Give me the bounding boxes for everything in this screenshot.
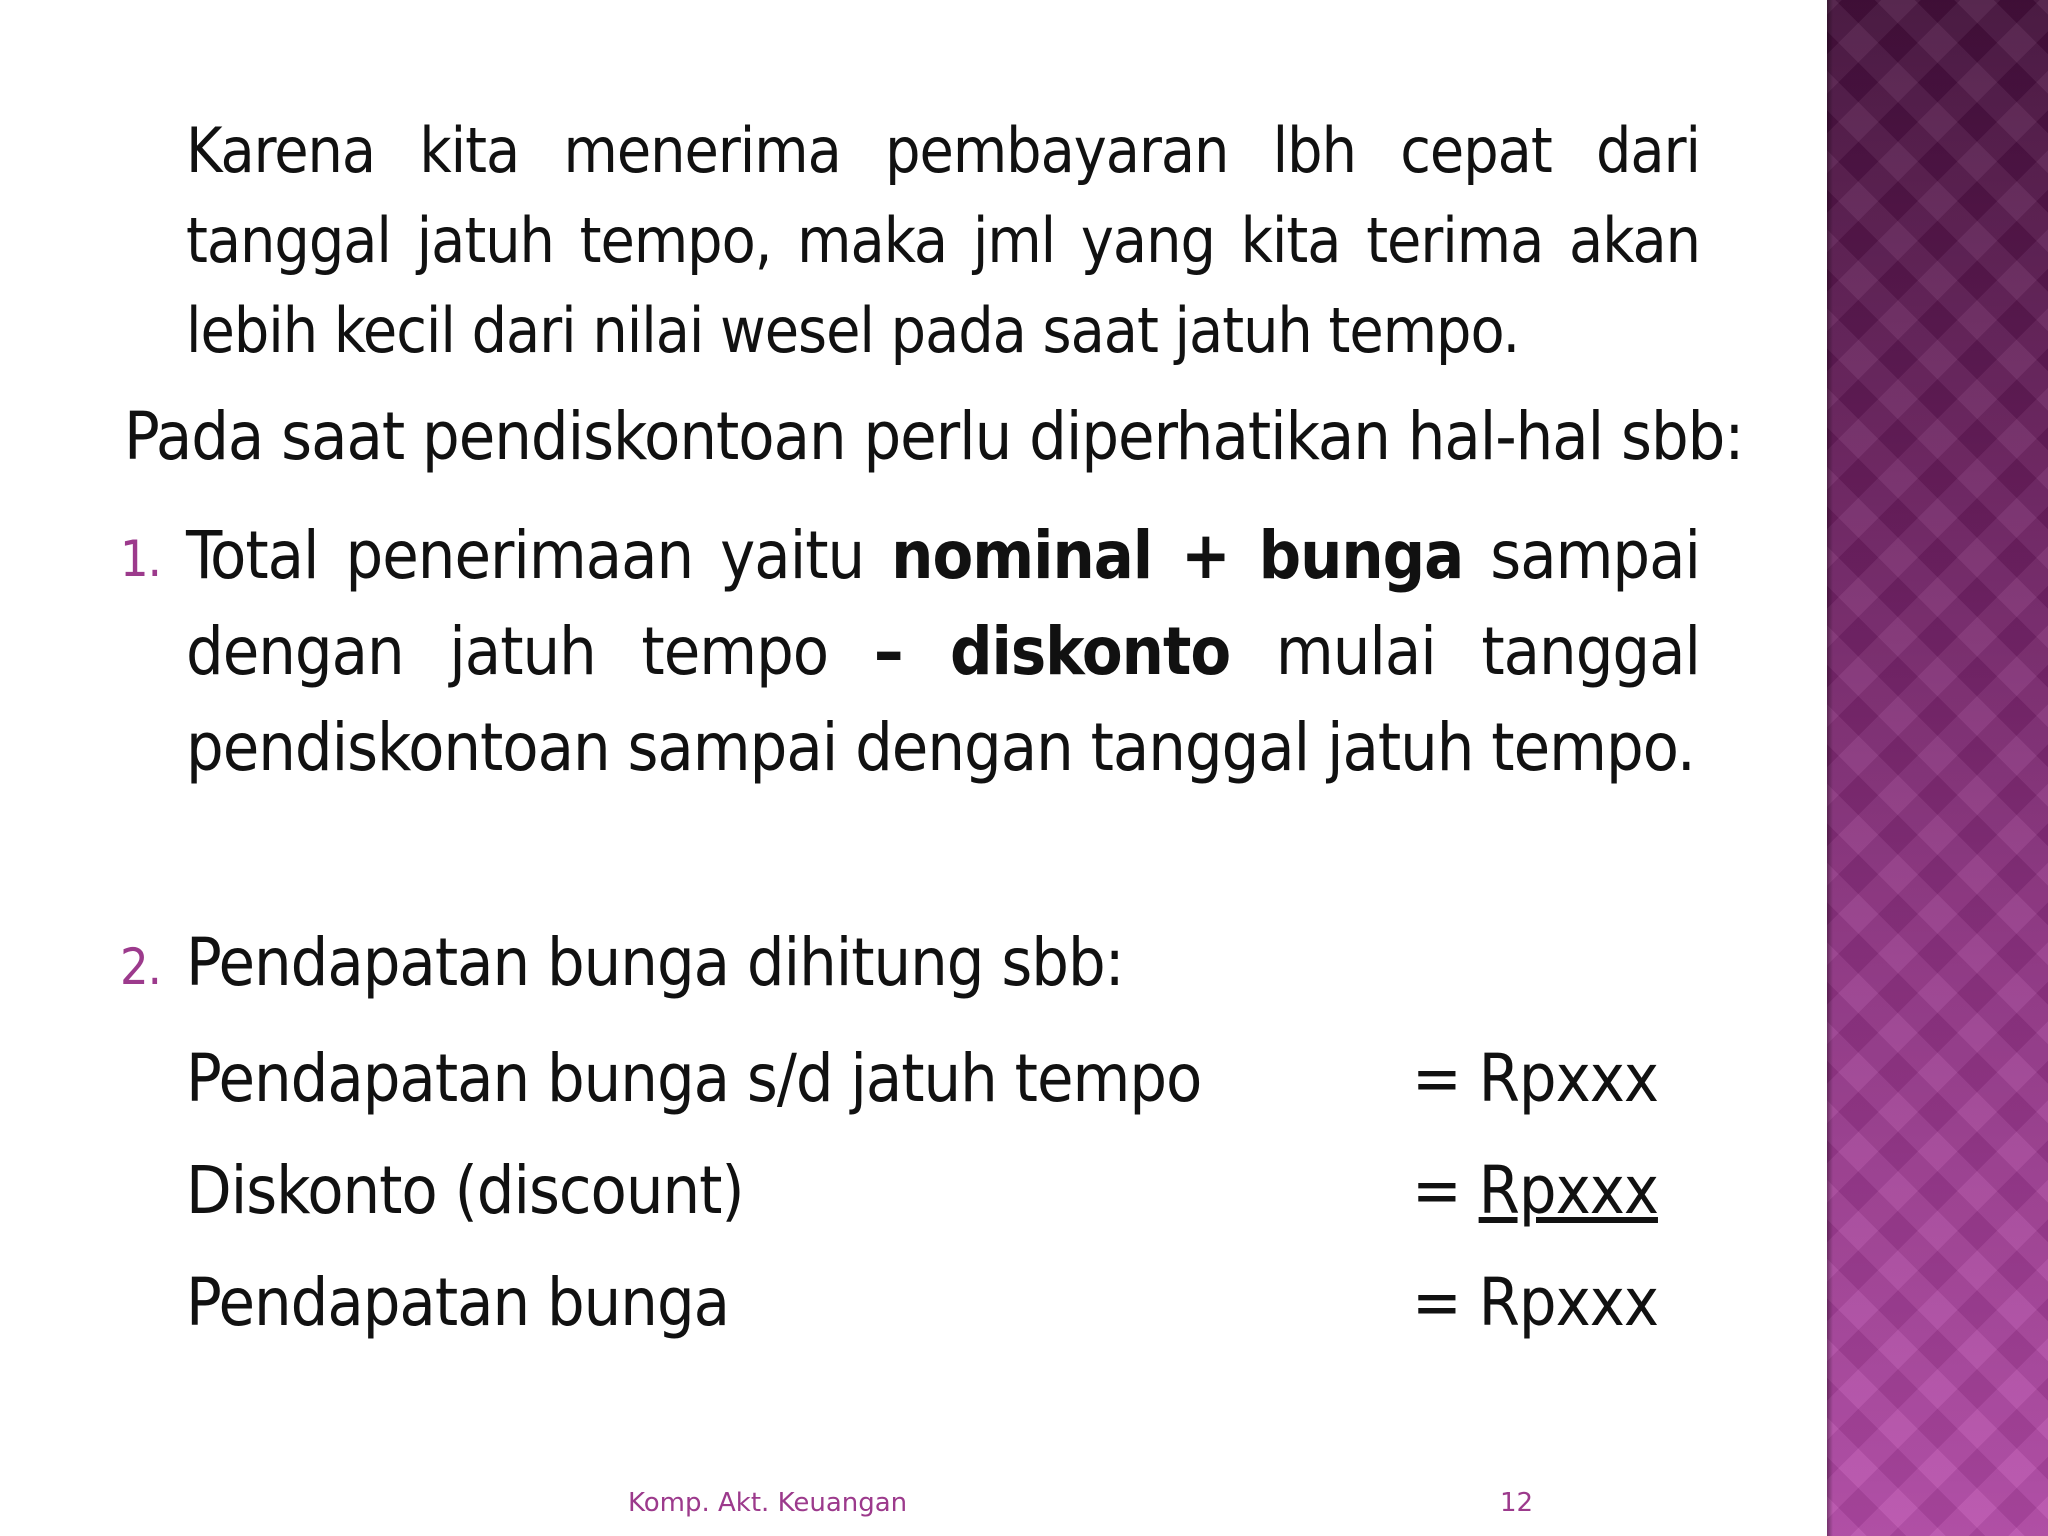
page-number: 12 (1500, 1488, 1534, 1518)
side-band-shadow (1827, 0, 1833, 1536)
item1-text-c: mulai tanggal pendiskontoan sampai dengan tanggal jatuh tempo. (186, 613, 1700, 786)
footer-title: Komp. Akt. Keuangan (628, 1488, 908, 1518)
calc-value: = Rpxxx (1412, 1264, 1658, 1341)
item1-bold-b: – diskonto (873, 613, 1231, 690)
list-number-1: 1. (120, 530, 161, 588)
calc-label: Pendapatan bunga s/d jatuh tempo (186, 1040, 1202, 1117)
decorative-side-band (1827, 0, 2048, 1536)
calc-equals: = (1412, 1152, 1479, 1229)
item1-text-a: Total penerimaan yaitu (186, 517, 892, 594)
calc-value (1412, 1146, 1658, 1236)
calc-value: = Rpxxx (1412, 1040, 1658, 1117)
calc-label: Pendapatan bunga (186, 1264, 730, 1341)
calc-label: Diskonto (discount) (186, 1152, 744, 1229)
intro-paragraph: Karena kita menerima pembayaran lbh cepat dari tanggal jatuh tempo, maka jml yang kita terima akan lebih kecil dari nilai wesel pada saat jatuh tempo. (186, 114, 1700, 367)
list-item-2: Pendapatan bunga dihitung sbb: (186, 924, 1124, 1001)
item1-text-b: sampai dengan jatuh tempo (186, 517, 1701, 690)
section-heading: Pada saat pendiskontoan perlu diperhatikan hal-hal sbb: (124, 398, 1744, 475)
list-number-2: 2. (120, 938, 161, 996)
list-item-1 (186, 508, 1700, 796)
item1-bold-a: nominal + bunga (891, 517, 1464, 594)
calc-value-underlined: Rpxxx (1478, 1152, 1658, 1229)
